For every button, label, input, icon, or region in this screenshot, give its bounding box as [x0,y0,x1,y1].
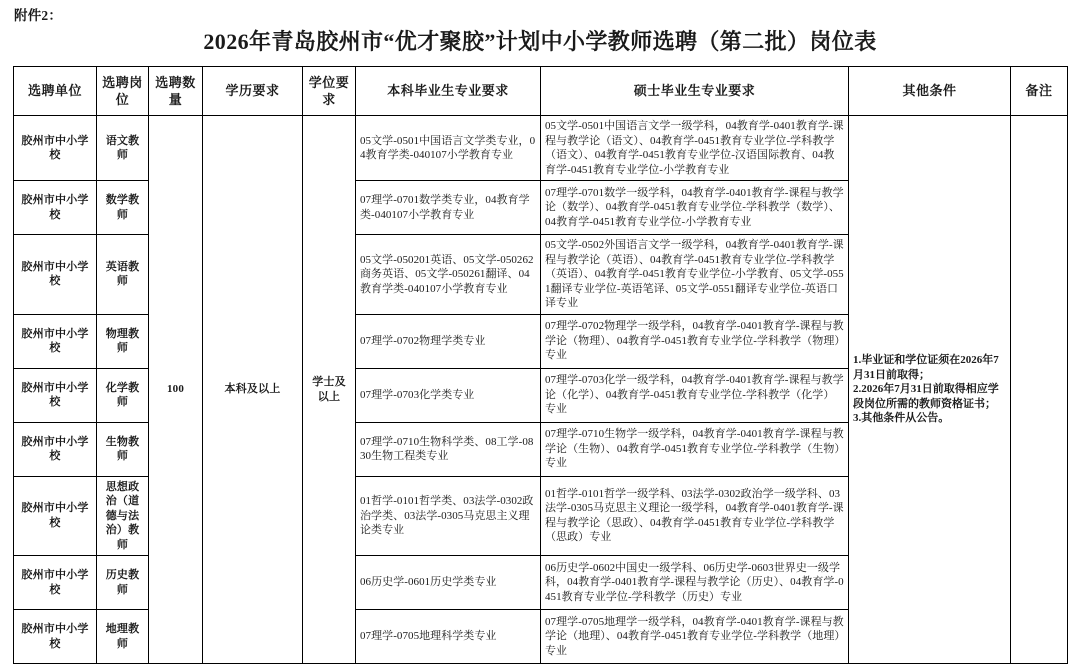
cell-master-major: 06历史学-0602中国史一级学科、06历史学-0603世界史一级学科，04教育学-0401教育学-课程与教学论（历史）、04教育学-0451教育专业学位-学科教学（历史）专业 [541,556,849,610]
cell-post: 化学教师 [97,368,149,422]
other-condition-line: 2.2026年7月31日前取得相应学段岗位所需的教师资格证书； [853,383,999,410]
table-body [14,116,1068,664]
cell-unit: 胶州市中小学校 [14,368,97,422]
cell-unit: 胶州市中小学校 [14,422,97,476]
cell-bachelor-major: 01哲学-0101哲学类、03法学-0302政治学类、03法学-0305马克思主义理论类专业 [356,476,541,556]
cell-unit: 胶州市中小学校 [14,235,97,315]
column-header-master-major: 硕士毕业生专业要求 [541,67,849,116]
cell-post: 历史教师 [97,556,149,610]
page-title: 2026年青岛胶州市“优才聚胶”计划中小学教师选聘（第二批）岗位表 [203,29,877,54]
cell-post: 数学教师 [97,181,149,235]
cell-bachelor-major: 05文学-0501中国语言文学类专业，04教育学类-040107小学教育专业 [356,116,541,181]
cell-master-major: 07理学-0703化学一级学科，04教育学-0401教育学-课程与教学论（化学）、04教育学-0451教育专业学位-学科教学（化学）专业 [541,368,849,422]
cell-post: 英语教师 [97,235,149,315]
cell-post: 地理教师 [97,610,149,664]
column-header-other-conditions: 其他条件 [849,67,1011,116]
cell-other-conditions [849,116,1011,664]
cell-master-major: 05文学-0501中国语言文学一级学科，04教育学-0401教育学-课程与教学论（语文）、04教育学-0451教育专业学位-学科教学（语文）、04教育学-0451教育专业学位-汉语国际教育、04教育学-0451教育专业学位-小学教育专业 [541,116,849,181]
cell-bachelor-major: 06历史学-0601历史学类专业 [356,556,541,610]
cell-master-major: 07理学-0705地理学一级学科，04教育学-0401教育学-课程与教学论（地理）、04教育学-0451教育专业学位-学科教学（地理）专业 [541,610,849,664]
column-header-remarks: 备注 [1011,67,1068,116]
cell-unit: 胶州市中小学校 [14,476,97,556]
column-header-unit: 选聘单位 [14,67,97,116]
cell-bachelor-major: 07理学-0705地理科学类专业 [356,610,541,664]
other-condition-line: 1.毕业证和学位证须在2026年7月31日前取得； [853,354,999,381]
table-row [14,116,1068,181]
column-header-number: 选聘数量 [149,67,203,116]
cell-number: 100 [149,116,203,664]
cell-education: 本科及以上 [203,116,303,664]
job-table-container [13,66,1067,664]
cell-bachelor-major: 07理学-0702物理学类专业 [356,314,541,368]
column-header-post: 选聘岗位 [97,67,149,116]
cell-unit: 胶州市中小学校 [14,610,97,664]
column-header-degree: 学位要求 [303,67,356,116]
other-condition-line: 3.其他条件从公告。 [853,412,950,425]
cell-master-major: 01哲学-0101哲学一级学科、03法学-0302政治学一级学科、03法学-0305马克思主义理论一级学科，04教育学-0401教育学-课程与教学论（思政）、04教育学-0451教育专业学位-学科教学（思政）专业 [541,476,849,556]
cell-unit: 胶州市中小学校 [14,181,97,235]
table-header [14,67,1068,116]
cell-post: 思想政治（道德与法治）教师 [97,476,149,556]
cell-master-major: 07理学-0702物理学一级学科，04教育学-0401教育学-课程与教学论（物理）、04教育学-0451教育专业学位-学科教学（物理）专业 [541,314,849,368]
cell-unit: 胶州市中小学校 [14,116,97,181]
cell-master-major: 05文学-0502外国语言文学一级学科，04教育学-0401教育学-课程与教学论（英语）、04教育学-0451教育专业学位-学科教学（英语）、04教育学-0451教育专业学位-小学教育、05文学-0551翻译专业学位-英语笔译、05文学-0551翻译专业学位-英语口译专业 [541,235,849,315]
cell-post: 生物教师 [97,422,149,476]
cell-unit: 胶州市中小学校 [14,556,97,610]
column-header-bachelor-major: 本科毕业生专业要求 [356,67,541,116]
cell-master-major: 07理学-0710生物学一级学科，04教育学-0401教育学-课程与教学论（生物）、04教育学-0451教育专业学位-学科教学（生物）专业 [541,422,849,476]
cell-bachelor-major: 07理学-0701数学类专业，04教育学类-040107小学教育专业 [356,181,541,235]
cell-unit: 胶州市中小学校 [14,314,97,368]
cell-post: 语文教师 [97,116,149,181]
table-header-row [14,67,1068,116]
cell-post: 物理教师 [97,314,149,368]
cell-bachelor-major: 05文学-050201英语、05文学-050262商务英语、05文学-050261翻译、04教育学类-040107小学教育专业 [356,235,541,315]
cell-remarks [1011,116,1068,664]
job-positions-table [13,66,1068,664]
cell-master-major: 07理学-0701数学一级学科，04教育学-0401教育学-课程与教学论（数学）、04教育学-0451教育专业学位-学科教学（数学）、04教育学-0451教育专业学位-小学教育专业 [541,181,849,235]
cell-bachelor-major: 07理学-0703化学类专业 [356,368,541,422]
cell-degree: 学士及以上 [303,116,356,664]
cell-bachelor-major: 07理学-0710生物科学类、08工学-0830生物工程类专业 [356,422,541,476]
attachment-label: 附件2： [14,8,63,23]
column-header-education: 学历要求 [203,67,303,116]
